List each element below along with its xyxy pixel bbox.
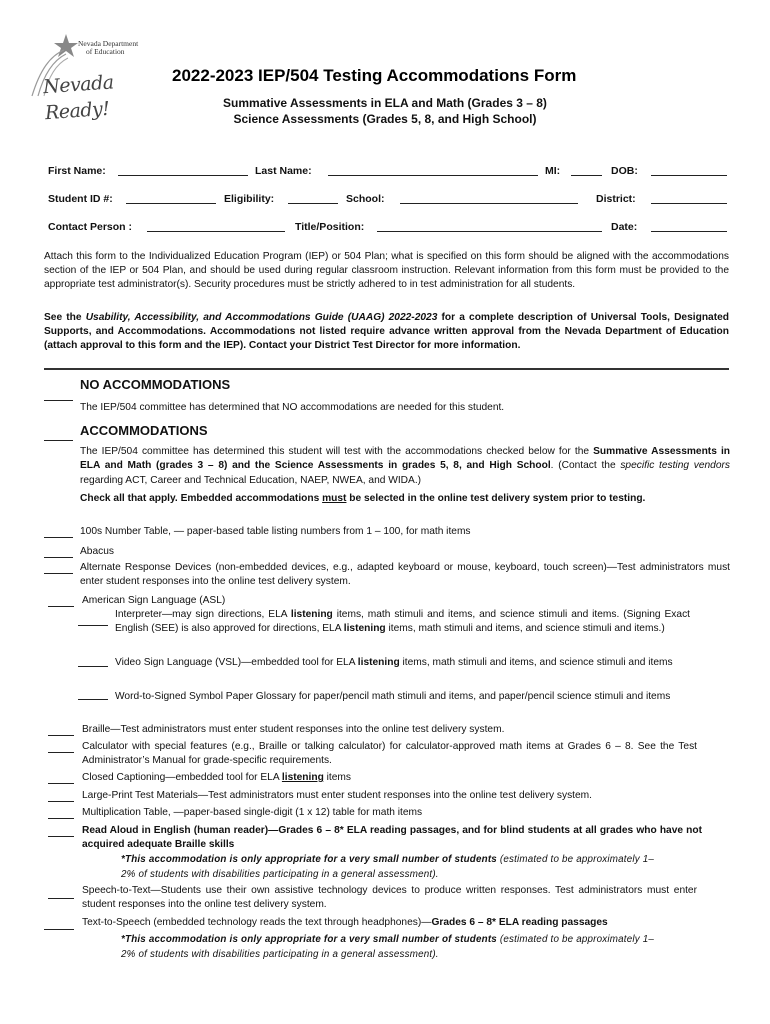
dob-label: DOB: <box>611 165 638 177</box>
read-aloud-note: *This accommodation is only appropriate for a very small number of students (estimated to be approximately 1–2% of students with disabilities participating in a general assessment). <box>121 854 655 880</box>
accommodations-text: The IEP/504 committee has determined this student will test with the accommodations checked below for the Summative Assessments in ELA and Math (grades 3 – 8) and the Science Assessments in grades 5, 8, and High School. (Contact the specific testing vendors regarding ACT, Career and Technical Education, NAEP, NWEA, and WIDA.) <box>80 446 730 486</box>
eligibility-label: Eligibility: <box>224 193 275 205</box>
mi-label: MI: <box>545 165 561 177</box>
first-name-field[interactable] <box>118 175 248 176</box>
checkbox-speech-to-text[interactable] <box>48 898 74 899</box>
mi-field[interactable] <box>571 175 602 176</box>
district-label: District: <box>596 193 636 205</box>
item-video-sign-language: Video Sign Language (VSL)—embedded tool for ELA listening items, math stimuli and items, and science stimuli and items <box>115 657 673 668</box>
date-field[interactable] <box>651 231 727 232</box>
checkbox-100s-number-table[interactable] <box>44 537 73 538</box>
checkbox-closed-captioning[interactable] <box>48 783 74 784</box>
field-row-contact <box>48 220 728 236</box>
nde-logo <box>26 30 166 125</box>
field-row-student <box>48 192 728 208</box>
no-accommodations-checkbox[interactable] <box>44 400 73 401</box>
section-divider <box>44 368 729 370</box>
guide-title: Usability, Accessibility, and Accommodations Guide (UAAG) 2022-2023 <box>85 312 438 323</box>
logo-dept-text: Nevada Department of Education <box>78 39 139 57</box>
item-word-to-signed-glossary: Word-to-Signed Symbol Paper Glossary for paper/pencil math stimuli and items, and paper/pencil science stimuli and items <box>115 691 671 702</box>
checkbox-braille[interactable] <box>48 735 74 736</box>
item-abacus: Abacus <box>80 546 114 557</box>
checkbox-interpreter[interactable] <box>78 625 108 626</box>
school-label: School: <box>346 193 385 205</box>
item-multiplication-table: Multiplication Table, —paper-based single-digit (1 x 12) table for math items <box>82 807 423 818</box>
subtitle-ela-math: Summative Assessments in ELA and Math (Grades 3 – 8) <box>223 96 547 110</box>
last-name-field[interactable] <box>328 175 538 176</box>
eligibility-field[interactable] <box>288 203 338 204</box>
no-accommodations-heading: NO ACCOMMODATIONS <box>80 377 231 392</box>
student-id-label: Student ID #: <box>48 193 113 205</box>
contact-person-label: Contact Person : <box>48 221 133 233</box>
accommodations-checkbox[interactable] <box>44 440 73 441</box>
date-label: Date: <box>611 221 638 233</box>
item-asl: American Sign Language (ASL) <box>82 595 226 606</box>
item-large-print: Large-Print Test Materials—Test administrators must enter student responses into the online test delivery system. <box>82 790 592 801</box>
title-position-field[interactable] <box>377 231 602 232</box>
title-position-label: Title/Position: <box>295 221 365 233</box>
form-title: 2022-2023 IEP/504 Testing Accommodations Form <box>172 66 577 85</box>
first-name-label: First Name: <box>48 165 106 177</box>
contact-person-field[interactable] <box>147 231 285 232</box>
school-field[interactable] <box>400 203 578 204</box>
no-accommodations-text: The IEP/504 committee has determined that NO accommodations are needed for this student. <box>80 402 505 413</box>
field-row-name <box>48 164 728 180</box>
checkbox-word-to-signed-glossary[interactable] <box>78 699 108 700</box>
item-text-to-speech: Text-to-Speech (embedded technology reads the text through headphones)—Grades 6 – 8* ELA reading passages <box>82 917 608 928</box>
item-100s-number-table: 100s Number Table, — paper-based table listing numbers from 1 – 100, for math items <box>80 526 471 537</box>
checkbox-abacus[interactable] <box>44 557 73 558</box>
district-field[interactable] <box>651 203 727 204</box>
item-calculator: Calculator with special features (e.g., Braille or talking calculator) for calculator-approved math items at Grades 6 – 8. See the Test Administrator’s Manual for grade-specific requirements. <box>82 741 697 767</box>
checkbox-calculator[interactable] <box>48 752 74 753</box>
checkbox-text-to-speech[interactable] <box>44 929 74 930</box>
dob-field[interactable] <box>651 175 727 176</box>
student-id-field[interactable] <box>126 203 216 204</box>
item-read-aloud: Read Aloud in English (human reader)—Grades 6 – 8* ELA reading passages, and for blind students at all grades who have not acquired adequate Braille skills <box>82 825 702 851</box>
checkbox-large-print[interactable] <box>48 801 74 802</box>
checkbox-video-sign-language[interactable] <box>78 666 108 667</box>
check-all-instruction: Check all that apply. Embedded accommodations must be selected in the online test delivery system prior to testing. <box>80 493 646 504</box>
see-guide-paragraph: See the Usability, Accessibility, and Accommodations Guide (UAAG) 2022-2023 for a complete description of Universal Tools, Designated Supports, and Accommodations. Accommodations not listed require advance written approval from the Nevada Department of Education (attach approval to this form and the IEP). Contact your District Test Director for more information. <box>44 312 729 351</box>
checkbox-multiplication-table[interactable] <box>48 818 74 819</box>
item-speech-to-text: Speech-to-Text—Students use their own assistive technology devices to produce written responses. Test administrators must enter student responses into the online test delivery system. <box>82 885 697 911</box>
checkbox-read-aloud[interactable] <box>48 836 74 837</box>
checkbox-alternate-response-devices[interactable] <box>44 573 73 574</box>
intro-paragraph: Attach this form to the Individualized Education Program (IEP) or 504 Plan; what is specified on this form should be aligned with the accommodations section of the IEP or 504 Plan, and should be used during regular classroom instruction. Relevant information from this form must be provided to the appropriate test administrator(s). Security procedures must be strictly adhered to in test administration for all students. <box>44 251 729 290</box>
last-name-label: Last Name: <box>255 165 312 177</box>
item-alternate-response-devices: Alternate Response Devices (non-embedded devices, e.g., adapted keyboard or mouse, keyboard, touch screen)—Test administrators must enter student responses into the online test delivery system. <box>80 562 730 588</box>
item-interpreter: Interpreter—may sign directions, ELA listening items, math stimuli and items, and science stimuli and items. (Signing Exact English (SEE) is also approved for directions, ELA listening items, math stimuli and items, and science stimuli and items.) <box>115 609 690 635</box>
text-to-speech-note: *This accommodation is only appropriate for a very small number of students (estimated to be approximately 1–2% of students with disabilities participating in a general assessment). <box>121 934 655 960</box>
logo-script-text: Nevada Ready! <box>42 71 115 125</box>
subtitle-science: Science Assessments (Grades 5, 8, and High School) <box>233 112 537 126</box>
accommodations-heading: ACCOMMODATIONS <box>80 423 208 438</box>
item-closed-captioning: Closed Captioning—embedded tool for ELA listening items <box>82 772 351 783</box>
item-braille: Braille—Test administrators must enter student responses into the online test delivery system. <box>82 724 505 735</box>
checkbox-asl[interactable] <box>48 606 74 607</box>
